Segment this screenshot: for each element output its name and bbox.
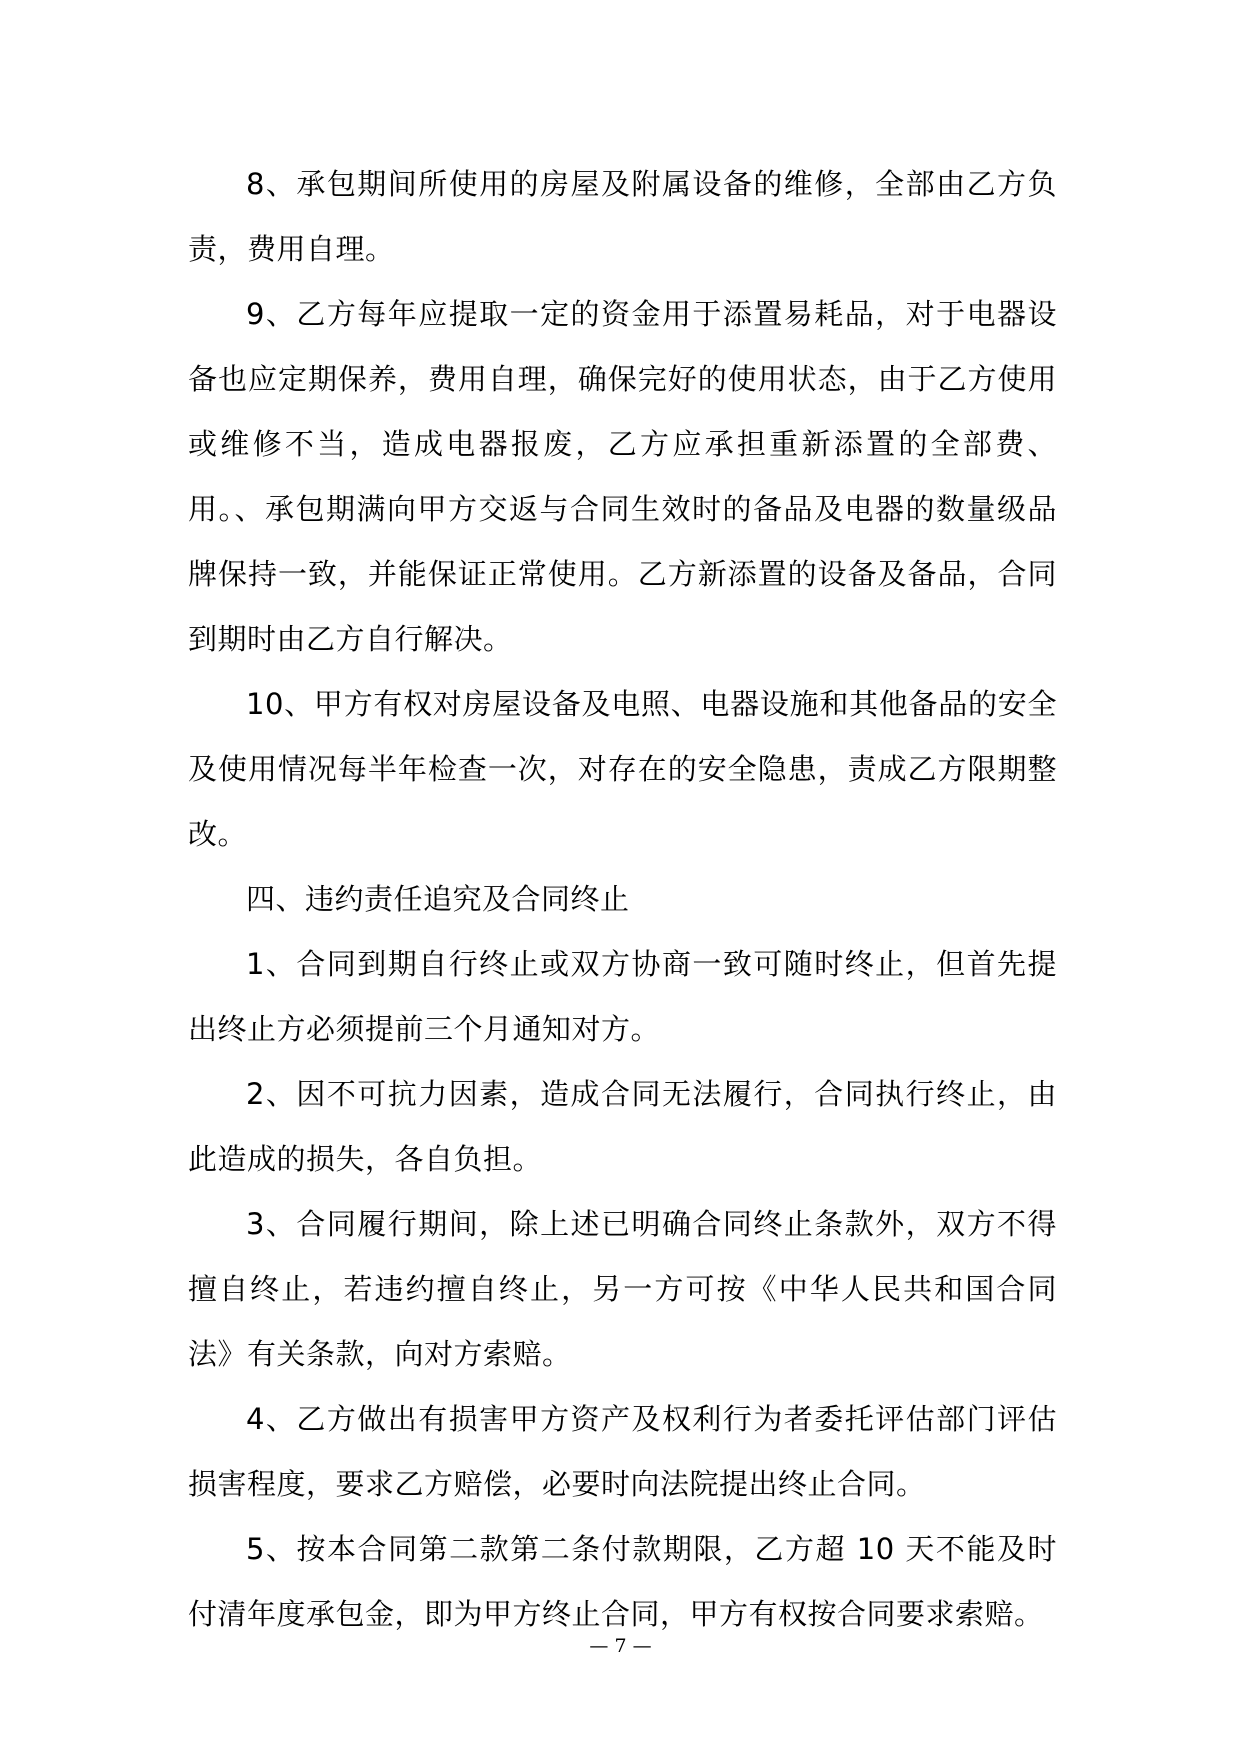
clause-9-paragraph: 9、乙方每年应提取一定的资金用于添置易耗品，对于电器设备也应定期保养，费用自理，确保完好的使用状态，由于乙方使用或维修不当，造成电器报废，乙方应承担重新添置的全部费、用。、承包期满向甲方交返与合同生效时的备品及电器的数量级品牌保持一致，并能保证正常使用。乙方新添置的设备及备品，合同到期时由乙方自行解决。 <box>188 297 1057 656</box>
termination-clause-5: 5、按本合同第二款第二条付款期限，乙方超 10 天不能及时付清年度承包金，即为甲方终止合同，甲方有权按合同要求索赔。 <box>188 1532 1057 1631</box>
termination-clause-2: 2、因不可抗力因素，造成合同无法履行，合同执行终止，由此造成的损失，各自负担。 <box>188 1077 1057 1176</box>
termination-clause-4: 4、乙方做出有损害甲方资产及权利行为者委托评估部门评估损害程度，要求乙方赔偿，必要时向法院提出终止合同。 <box>188 1402 1057 1501</box>
termination-clause-1: 1、合同到期自行终止或双方协商一致可随时终止，但首先提出终止方必须提前三个月通知对方。 <box>188 947 1057 1046</box>
document-body <box>188 152 1057 1647</box>
clause-10-paragraph: 10、甲方有权对房屋设备及电照、电器设施和其他备品的安全及使用情况每半年检查一次，对存在的安全隐患，责成乙方限期整改。 <box>188 687 1057 851</box>
page-number: — 7 — <box>589 1635 652 1657</box>
section-heading: 四、违约责任追究及合同终止 <box>246 882 630 916</box>
clause-8-paragraph: 8、承包期间所使用的房屋及附属设备的维修，全部由乙方负责，费用自理。 <box>188 167 1057 266</box>
termination-clause-3: 3、合同履行期间，除上述已明确合同终止条款外，双方不得擅自终止，若违约擅自终止，另一方可按《中华人民共和国合同法》有关条款，向对方索赔。 <box>188 1207 1057 1371</box>
